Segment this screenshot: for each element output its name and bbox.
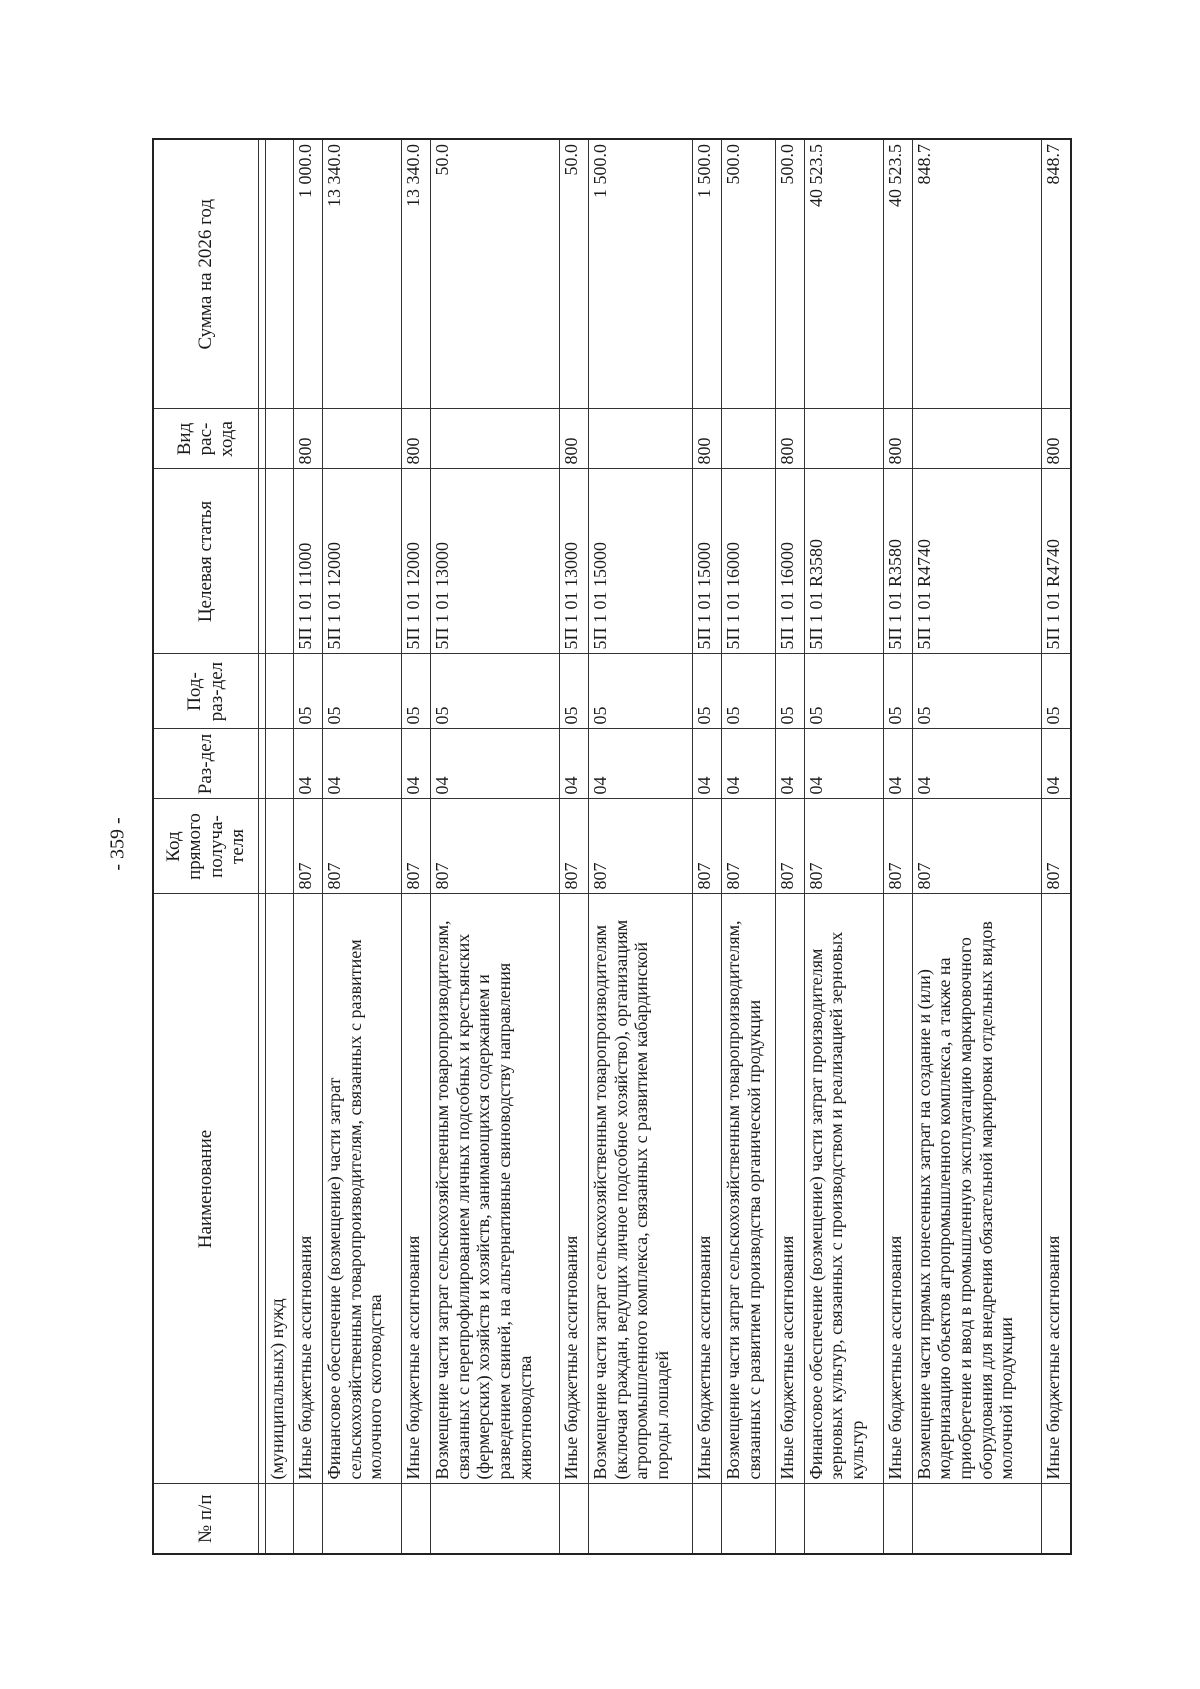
spacer-cell [258, 139, 265, 409]
cell-subsection: 05 [722, 654, 776, 729]
cell-num [693, 1484, 722, 1554]
cell-code: 807 [589, 799, 693, 894]
header-section: Раз-дел [153, 729, 258, 799]
cell-code: 807 [693, 799, 722, 894]
cell-name: Возмещение части затрат сельскохозяйственным товаропроизводителям (включая граждан, ведущих личное подсобное хозяйство), организациям агропромышленного комплекса, связанных с развитием кабардинской породы лошадей [589, 894, 693, 1484]
spacer-cell [258, 469, 265, 654]
table-row [775, 139, 804, 1554]
cell-num [1041, 1484, 1071, 1554]
header-sum: Сумма на 2026 год [153, 139, 258, 409]
table-row [430, 139, 559, 1554]
spacer-cell [258, 729, 265, 799]
cell-num [323, 1484, 402, 1554]
cell-subsection: 05 [912, 654, 1041, 729]
cell-num [265, 1484, 294, 1554]
cell-subsection: 05 [560, 654, 589, 729]
cell-num [804, 1484, 883, 1554]
cell-sum: 13 340.0 [323, 139, 402, 409]
cell-sum: 500.0 [722, 139, 776, 409]
header-target: Целевая статья [153, 469, 258, 654]
cell-kind: 800 [1041, 409, 1071, 469]
spacer-cell [258, 799, 265, 894]
cell-sum: 1 500.0 [693, 139, 722, 409]
cell-subsection: 05 [589, 654, 693, 729]
cell-name: Возмещение части затрат сельскохозяйственным товаропроизводителям, связанных с развитием производства органической продукции [722, 894, 776, 1484]
table-row [265, 139, 294, 1554]
cell-num [883, 1484, 912, 1554]
cell-subsection: 05 [693, 654, 722, 729]
cell-section: 04 [560, 729, 589, 799]
table-row [1041, 139, 1071, 1554]
cell-code: 807 [560, 799, 589, 894]
table-header-row [153, 139, 258, 1554]
cell-section: 04 [294, 729, 323, 799]
cell-target: 5П 1 01 R3580 [804, 469, 883, 654]
cell-subsection: 05 [883, 654, 912, 729]
cell-target: 5П 1 01 12000 [402, 469, 431, 654]
page-number: - 359 - [106, 817, 129, 871]
cell-code: 807 [430, 799, 559, 894]
cell-subsection: 05 [402, 654, 431, 729]
cell-sum: 40 523.5 [804, 139, 883, 409]
cell-kind: 800 [560, 409, 589, 469]
cell-sum: 1 000.0 [294, 139, 323, 409]
cell-num [430, 1484, 559, 1554]
spacer-cell [258, 409, 265, 469]
cell-code: 807 [402, 799, 431, 894]
cell-name: Иные бюджетные ассигнования [560, 894, 589, 1484]
cell-num [775, 1484, 804, 1554]
header-code: Код прямого получа-теля [153, 799, 258, 894]
cell-subsection: 05 [804, 654, 883, 729]
table-row [883, 139, 912, 1554]
cell-section: 04 [402, 729, 431, 799]
cell-name: Иные бюджетные ассигнования [775, 894, 804, 1484]
cell-sum: 1 500.0 [589, 139, 693, 409]
cell-sum: 50.0 [560, 139, 589, 409]
cell-kind [430, 409, 559, 469]
cell-kind [804, 409, 883, 469]
cell-target: 5П 1 01 15000 [693, 469, 722, 654]
cell-code: 807 [323, 799, 402, 894]
cell-name: Иные бюджетные ассигнования [402, 894, 431, 1484]
cell-kind [722, 409, 776, 469]
cell-name: Иные бюджетные ассигнования [693, 894, 722, 1484]
cell-section: 04 [775, 729, 804, 799]
cell-code: 807 [294, 799, 323, 894]
cell-name: Иные бюджетные ассигнования [294, 894, 323, 1484]
header-num: № п/п [153, 1484, 258, 1554]
cell-subsection [265, 654, 294, 729]
cell-target: 5П 1 01 16000 [722, 469, 776, 654]
cell-sum: 500.0 [775, 139, 804, 409]
cell-target: 5П 1 01 R4740 [1041, 469, 1071, 654]
cell-code: 807 [804, 799, 883, 894]
header-name: Наименование [153, 894, 258, 1484]
cell-num [294, 1484, 323, 1554]
cell-subsection: 05 [323, 654, 402, 729]
spacer-cell [258, 1484, 265, 1554]
cell-code: 807 [775, 799, 804, 894]
cell-name: Финансовое обеспечение (возмещение) части затрат сельскохозяйственным товаропроизводителям, связанных с развитием молочного скотоводства [323, 894, 402, 1484]
cell-target [265, 469, 294, 654]
cell-target: 5П 1 01 13000 [430, 469, 559, 654]
table-row [294, 139, 323, 1554]
cell-section: 04 [804, 729, 883, 799]
spacer-cell [258, 654, 265, 729]
table-row [912, 139, 1041, 1554]
header-spacer-row [258, 139, 265, 1554]
cell-num [912, 1484, 1041, 1554]
cell-kind: 800 [693, 409, 722, 469]
table-row [560, 139, 589, 1554]
cell-subsection: 05 [294, 654, 323, 729]
cell-name: Возмещение части прямых понесенных затрат на создание и (или) модернизацию объектов агропромышленного комплекса, а также на приобретение и ввод в промышленную эксплуатацию маркировочного оборудования для внедрения обязательной маркировки отдельных видов молочной продукции [912, 894, 1041, 1484]
table-row [589, 139, 693, 1554]
cell-section: 04 [912, 729, 1041, 799]
cell-sum: 848.7 [912, 139, 1041, 409]
cell-kind [912, 409, 1041, 469]
cell-section: 04 [693, 729, 722, 799]
table-row [323, 139, 402, 1554]
cell-kind: 800 [294, 409, 323, 469]
cell-target: 5П 1 01 R3580 [883, 469, 912, 654]
cell-section: 04 [323, 729, 402, 799]
cell-kind [323, 409, 402, 469]
cell-target: 5П 1 01 16000 [775, 469, 804, 654]
cell-target: 5П 1 01 11000 [294, 469, 323, 654]
table-row [693, 139, 722, 1554]
cell-name: Возмещение части затрат сельскохозяйственным товаропроизводителям, связанных с перепрофилированием личных подсобных и крестьянских (фермерских) хозяйств и хозяйств, занимающихся содержанием и разведением свиней, на альтернативные свиноводству направления животноводства [430, 894, 559, 1484]
cell-subsection: 05 [1041, 654, 1071, 729]
cell-section [265, 729, 294, 799]
cell-kind: 800 [775, 409, 804, 469]
table-row [722, 139, 776, 1554]
cell-sum: 13 340.0 [402, 139, 431, 409]
header-subsection: Под-раз-дел [153, 654, 258, 729]
cell-section: 04 [1041, 729, 1071, 799]
cell-section: 04 [430, 729, 559, 799]
table-row [804, 139, 883, 1554]
cell-section: 04 [722, 729, 776, 799]
cell-sum: 40 523.5 [883, 139, 912, 409]
cell-section: 04 [589, 729, 693, 799]
cell-target: 5П 1 01 12000 [323, 469, 402, 654]
cell-code: 807 [883, 799, 912, 894]
rotated-table-wrapper [152, 140, 1072, 1555]
cell-target: 5П 1 01 15000 [589, 469, 693, 654]
cell-section: 04 [883, 729, 912, 799]
cell-sum: 848.7 [1041, 139, 1071, 409]
cell-kind [589, 409, 693, 469]
cell-num [722, 1484, 776, 1554]
cell-num [560, 1484, 589, 1554]
cell-kind: 800 [883, 409, 912, 469]
table-row [402, 139, 431, 1554]
cell-num [402, 1484, 431, 1554]
cell-name: (муниципальных) нужд [265, 894, 294, 1484]
cell-name: Финансовое обеспечение (возмещение) части затрат производителям зерновых культур, связанных с производством и реализацией зерновых культур [804, 894, 883, 1484]
budget-table [152, 138, 1072, 1555]
cell-subsection: 05 [430, 654, 559, 729]
cell-code [265, 799, 294, 894]
cell-code: 807 [912, 799, 1041, 894]
cell-num [589, 1484, 693, 1554]
cell-target: 5П 1 01 R4740 [912, 469, 1041, 654]
cell-code: 807 [722, 799, 776, 894]
cell-kind [265, 409, 294, 469]
cell-code: 807 [1041, 799, 1071, 894]
cell-name: Иные бюджетные ассигнования [1041, 894, 1071, 1484]
spacer-cell [258, 894, 265, 1484]
cell-sum [265, 139, 294, 409]
cell-name: Иные бюджетные ассигнования [883, 894, 912, 1484]
cell-kind: 800 [402, 409, 431, 469]
header-kind: Вид рас-хода [153, 409, 258, 469]
cell-sum: 50.0 [430, 139, 559, 409]
cell-target: 5П 1 01 13000 [560, 469, 589, 654]
cell-subsection: 05 [775, 654, 804, 729]
